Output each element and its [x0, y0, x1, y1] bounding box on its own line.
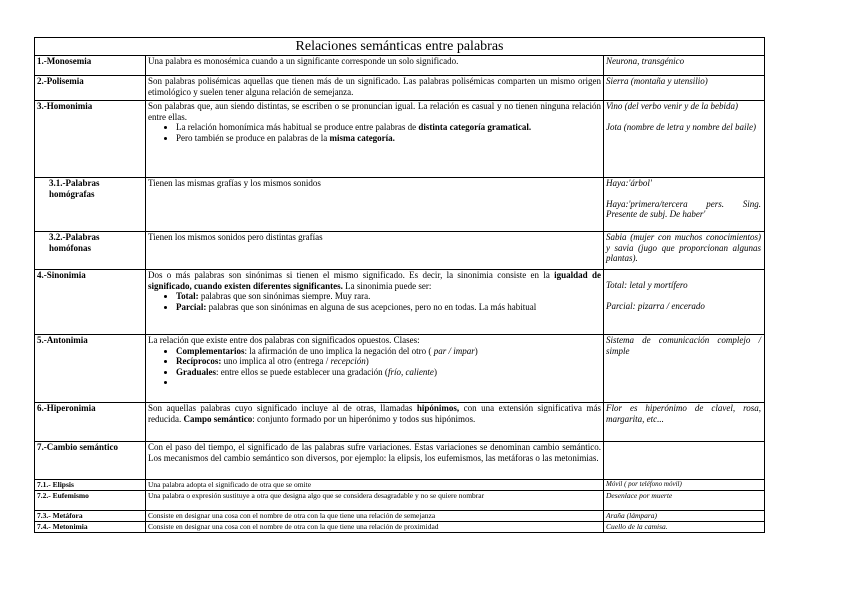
row-term: 6.-Hiperonimia	[35, 403, 146, 442]
row-example: Desenlace por muerte	[604, 491, 765, 511]
row-definition	[146, 270, 604, 335]
table-row	[35, 511, 765, 522]
row-example: Cuello de la camisa.	[604, 522, 765, 533]
list-item-text: Pero también se produce en palabras de la	[176, 132, 330, 143]
row-term: 4.-Sinonimia	[35, 270, 146, 335]
list-item-text: )	[474, 345, 478, 356]
table-row	[35, 480, 765, 491]
row-example	[604, 270, 765, 335]
list-item	[176, 367, 601, 378]
row-definition: Son palabras polisémicas aquellas que tienen más de un significado. Las palabras polisémicas comparten un mismo origen etimológico y suelen tener alguna relación de semejanza.	[146, 76, 604, 101]
table-title-row	[35, 38, 765, 56]
table-row	[35, 442, 765, 480]
list-item-bold: distinta categoría gramatical.	[418, 122, 532, 132]
row-term: 7.2.- Eufemismo	[35, 491, 146, 511]
row-definition: Tienen los mismos sonidos pero distintas grafías	[146, 232, 604, 270]
list-item-bold: Total:	[176, 291, 199, 301]
row-example: Flor es hiperónimo de clavel, rosa, margarita, etc...	[604, 403, 765, 442]
row-definition: Consiste en designar una cosa con el nombre de otra con la que tiene una relación de proximidad	[146, 522, 604, 533]
row-definition	[146, 335, 604, 403]
definition-part: La sinonimia puede ser:	[342, 280, 432, 291]
table-row	[35, 232, 765, 270]
row-definition: Con el paso del tiempo, el significado de las palabras sufre variaciones. Estas variaciones se denominan cambio semántico. Los mecanismos del cambio semántico son diversos, por ejemplo: la elipsis, los eufemismos, las metáforas o las metonimias.	[146, 442, 604, 480]
row-term: 3.2.-Palabras homófonas	[35, 232, 146, 270]
table-row	[35, 335, 765, 403]
table-row	[35, 403, 765, 442]
definition-part: Son aquellas palabras cuyo significado incluye al de otras, llamadas	[148, 403, 417, 413]
list-item-text: : la afirmación de uno implica la negación del otro (	[244, 345, 434, 356]
example-2: Parcial: pizarra / encerado	[606, 300, 705, 311]
list-item	[176, 346, 601, 357]
table-row	[35, 491, 765, 511]
definition-text	[148, 270, 601, 291]
row-definition: Una palabra o expresión sustituye a otra que designa algo que se considera desagradable y no se quiere nombrar	[146, 491, 604, 511]
list-item-bold: Recíprocos:	[176, 356, 222, 366]
example-2: Haya:'primera/tercera pers. Sing. Presente de subj. De haber'	[606, 198, 761, 219]
list-item	[176, 122, 601, 133]
definition-text: La relación que existe entre dos palabras con significados opuestos. Clases:	[148, 335, 420, 345]
row-term: 2.-Polisemia	[35, 76, 146, 101]
table-row	[35, 56, 765, 76]
row-definition: Tienen las mismas grafías y los mismos sonidos	[146, 178, 604, 232]
table-row	[35, 270, 765, 335]
row-term: 7.1.- Elipsis	[35, 480, 146, 491]
row-term: 3.1.-Palabras homógrafas	[35, 178, 146, 232]
row-example: Móvil ( por teléfono móvil)	[604, 480, 765, 491]
bullet-list	[148, 122, 601, 143]
row-example: Araña (lámpara)	[604, 511, 765, 522]
table-row	[35, 178, 765, 232]
row-term: 1.-Monosemia	[35, 56, 146, 76]
row-example: Sistema de comunicación complejo / simple	[604, 335, 765, 403]
list-item-bold: misma categoría.	[329, 132, 395, 143]
row-example: Sabia (mujer con muchos conocimientos) y savia (jugo que proporcionan algunas plantas).	[604, 232, 765, 270]
list-item	[176, 133, 601, 144]
row-term: 7.3.- Metáfora	[35, 511, 146, 522]
row-definition	[146, 403, 604, 442]
definition-part: con una extensión significativa más reducida.	[148, 403, 601, 424]
list-item-empty	[176, 377, 601, 388]
list-item-text: )	[433, 366, 437, 377]
row-definition: Consiste en designar una cosa con el nombre de otra con la que tiene una relación de semejanza	[146, 511, 604, 522]
list-item-text: palabras que son sinónimas en alguna de sus acepciones, pero no en todas. La más habitual	[206, 301, 537, 312]
list-item-text: palabras que son sinónimas siempre. Muy rara.	[198, 291, 371, 301]
list-item-italic: frío, caliente	[387, 366, 434, 377]
list-item-italic: recepción	[330, 356, 366, 366]
table-row	[35, 522, 765, 533]
list-item-text: La relación homonímica más habitual se produce entre palabras de	[176, 122, 419, 132]
table-row	[35, 76, 765, 101]
definition-text: Son palabras que, aun siendo distintas, se escriben o se pronuncian igual. La relación es casual y no tienen ninguna relación entre ellas.	[148, 101, 601, 122]
relations-table	[34, 37, 765, 533]
table-row	[35, 101, 765, 178]
row-example	[604, 101, 765, 178]
list-item-italic: par / impar	[433, 345, 475, 356]
example-1: Haya:'árbol'	[606, 178, 652, 188]
row-example: Sierra (montaña y utensilio)	[604, 76, 765, 101]
row-example	[604, 442, 765, 480]
definition-bold: igualdad de significado, cuando existen diferentes significantes.	[148, 270, 601, 291]
row-term: 7.4.- Metonimia	[35, 522, 146, 533]
definition-part: Dos o más palabras son sinónimas si tienen el mismo significado. Es decir, la sinonimia consiste en la	[148, 270, 555, 280]
row-term: 3.-Homonimia	[35, 101, 146, 178]
row-definition	[146, 101, 604, 178]
example-2: Jota (nombre de letra y nombre del baile)	[606, 121, 757, 132]
row-term: 5.-Antonimia	[35, 335, 146, 403]
bullet-list	[148, 291, 601, 312]
definition-bold: Campo semántico	[183, 413, 253, 424]
row-example	[604, 178, 765, 232]
row-example: Neurona, transgénico	[604, 56, 765, 76]
list-item	[176, 356, 601, 367]
list-item-text: )	[365, 356, 369, 366]
list-item-text: uno implica al otro (entrega /	[221, 356, 331, 366]
list-item-bold: Graduales	[176, 366, 217, 377]
row-term: 7.-Cambio semántico	[35, 442, 146, 480]
definition-bold: hipónimos,	[416, 403, 460, 413]
list-item-text: : entre ellos se puede establecer una gradación (	[216, 366, 388, 377]
list-item	[176, 291, 601, 302]
bullet-list	[148, 346, 601, 388]
table-title: Relaciones semánticas entre palabras	[35, 38, 765, 56]
list-item-bold: Complementarios	[176, 345, 245, 356]
semantic-relations-sheet	[34, 37, 764, 533]
definition-part: : conjunto formado por un hiperónimo y todos sus hipónimos.	[252, 413, 476, 424]
row-definition: Una palabra adopta el significado de otra que se omite	[146, 480, 604, 491]
row-definition: Una palabra es monosémica cuando a un significante corresponde un solo significado.	[146, 56, 604, 76]
example-1: Vino (del verbo venir y de la bebida)	[606, 101, 739, 111]
example-1: Total: letal y mortífero	[606, 280, 688, 290]
list-item	[176, 302, 601, 313]
list-item-bold: Parcial:	[176, 301, 207, 312]
